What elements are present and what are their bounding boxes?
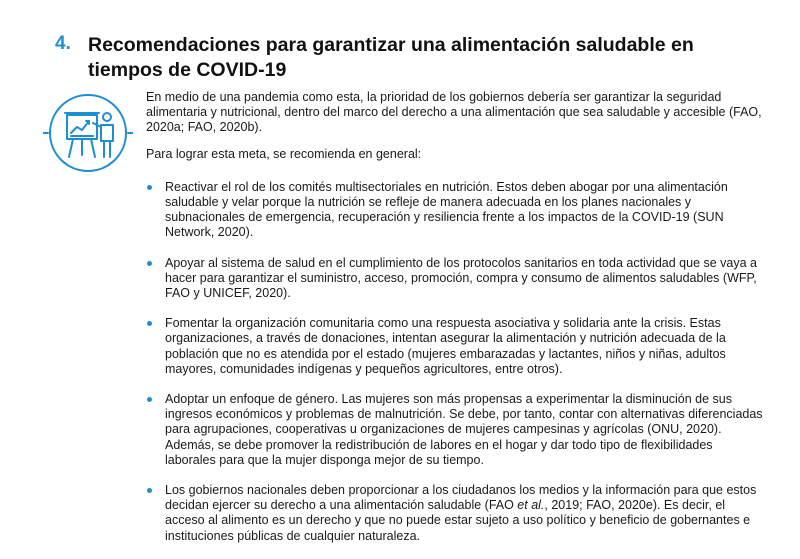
bullet-icon [147,488,152,493]
text-segment: , 2019; FAO, 2020e). Es decir, el acceso al alimento es un derecho y que no puede estar sujeto a uso político y beneficio de gobernantes e instituciones públicas de cualquier naturaleza. [165,498,751,543]
section-title: Recomendaciones para garantizar una alimentación saludable en tiempos de COVID-19 [88,34,694,81]
list-item-text [165,483,756,543]
list-item-text: Fomentar la organización comunitaria como una respuesta asociativa y solidaria ante la crisis. Estas organizaciones, a través de donaciones, intentan asegurar la alimentación y nutrición adecuada de la población que no es atendida por el estado (mujeres embarazadas y lactantes, niños y niñas, adultos mayores, comunidades indígenas y pequeños agricultores, entre otros). [165,316,726,376]
italic-segment: et al. [517,498,545,513]
list-item-text: Reactivar el rol de los comités multisectoriales en nutrición. Estos deben abogar por una alimentación saludable y velar porque la nutrición se refleje de manera adecuada en los planes nacionales y subnacionales de emergencia, recuperación y resiliencia frente a los impactos de la COVID-19 (SUN Network, 2020). [165,179,728,240]
list-item [146,392,766,468]
bullet-icon [147,185,152,190]
lead-paragraph: Para lograr esta meta, se recomienda en general: [146,146,422,161]
list-item-text: Apoyar al sistema de salud en el cumplimiento de los protocolos sanitarios en toda actividad que se vaya a hacer para garantizar el suministro, acceso, promoción, compra y consumo de alimentos saludables (WFP, FAO y UNICEF, 2020). [165,255,758,301]
list-item [146,316,766,377]
list-item [146,180,766,241]
presentation-teacher-icon [43,93,133,173]
list-item-text: Adoptar un enfoque de género. Las mujeres son más propensas a experimentar la disminución de sus ingresos económicos y problemas de malnutrición. Se debe, por tanto, contar con alternativas diferenciadas para agrupaciones, cooperativas u organizaciones de mujeres campesinas y agrícolas (ONU, 2020). Además, se debe promover la redistribución de labores en el hogar y dar todo tipo de flexibilidades laborales para que la mujer disponga mejor de su tiempo. [165,392,763,467]
section-number: 4. [55,33,71,54]
intro-paragraph: En medio de una pandemia como esta, la prioridad de los gobiernos debería ser garantizar la seguridad alimentaria y nutricional, dentro del marco del derecho a una alimentación que sea saludable y accesible (FAO, 2020a; FAO, 2020b). [146,90,762,135]
content-body [146,90,766,559]
text-segment: Los gobiernos nacionales deben proporcionar a los ciudadanos los medios y la información para que estos decidan ejercer su derecho a una alimentación saludable (FAO [165,483,757,513]
bullet-icon [147,261,152,266]
bullet-icon [147,321,152,326]
list-item [146,256,766,302]
bullet-icon [147,397,152,402]
recommendations-list [146,180,766,544]
